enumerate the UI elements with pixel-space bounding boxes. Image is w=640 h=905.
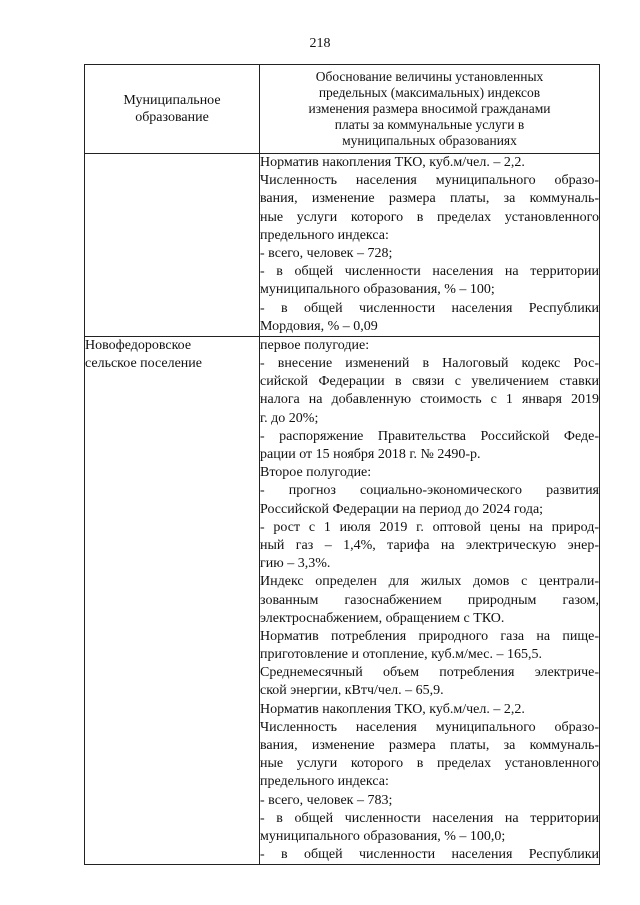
justification-cell xyxy=(260,336,600,864)
text-line: Норматив накопления ТКО, куб.м/чел. – 2,2. xyxy=(260,155,525,170)
text-line: - в общей численности населения на территории xyxy=(260,810,599,826)
header-municipality-line: Муниципальное xyxy=(123,93,221,108)
header-justification xyxy=(260,65,600,154)
header-municipality xyxy=(85,65,260,154)
text-line: Российской Федерации на период до 2024 года; xyxy=(260,501,544,517)
municipality-cell xyxy=(85,154,260,337)
text-line: Численность населения муниципального образо- xyxy=(260,173,599,189)
text-line: первое полугодие: xyxy=(260,337,370,353)
text-line: муниципального образования, % – 100; xyxy=(260,282,495,298)
text-line: муниципального образования, % – 100,0; xyxy=(260,828,506,844)
text-line: Индекс определен для жилых домов с централи- xyxy=(260,574,599,590)
text-line: - рост с 1 июля 2019 г. оптовой цены на природ- xyxy=(260,519,599,535)
text-line: - прогноз социально-экономического развития xyxy=(260,483,599,499)
text-line: вания, изменение размера платы, за коммуналь- xyxy=(260,191,599,207)
header-justification-line: Обоснование величины установленных xyxy=(315,69,544,84)
text-line: Мордовия, % – 0,09 xyxy=(260,318,378,334)
text-line: ный газ – 1,4%, тарифа на электрическую энер- xyxy=(260,537,599,553)
header-justification-line: муниципальных образованиях xyxy=(342,133,517,148)
header-justification-line: предельных (максимальных) индексов xyxy=(318,85,541,100)
text-line: Среднемесячный объем потребления электриче- xyxy=(260,665,599,681)
text-line: ные услуги которого в пределах установленного xyxy=(260,209,599,225)
text-line: - в общей численности населения Республики xyxy=(260,300,599,316)
municipal-index-table xyxy=(84,64,600,865)
table-header-row xyxy=(85,65,600,154)
text-line: Второе полугодие: xyxy=(260,465,372,481)
header-justification-line: платы за коммунальные услуги в xyxy=(334,117,525,132)
text-line: зованным газоснабжением природным газом, xyxy=(260,592,599,608)
text-line: - внесение изменений в Налоговый кодекс Рос- xyxy=(260,356,599,372)
header-justification-line: изменения размера вносимой гражданами xyxy=(308,101,551,116)
text-line: Норматив потребления природного газа на пище- xyxy=(260,628,599,644)
text-line: рации от 15 ноября 2018 г. № 2490-р. xyxy=(260,447,481,462)
text-line: предельного индекса: xyxy=(260,774,389,790)
text-line: вания, изменение размера платы, за коммуналь- xyxy=(260,738,599,753)
table-row xyxy=(85,154,600,337)
text-line: - в общей численности населения на территории xyxy=(260,264,599,280)
text-line: налога на добавленную стоимость с 1 января 2019 xyxy=(260,392,599,408)
text-line: приготовление и отопление, куб.м/мес. – 165,5. xyxy=(260,647,543,663)
text-line: гию – 3,3%. xyxy=(260,556,331,572)
municipality-cell xyxy=(85,336,260,864)
text-line: Норматив накопления ТКО, куб.м/чел. – 2,2. xyxy=(260,701,525,717)
municipality-name-line: Новофедоровское xyxy=(85,337,192,353)
header-municipality-line: образование xyxy=(135,110,209,125)
text-line: - всего, человек – 783; xyxy=(260,792,393,808)
text-line: сийской Федерации в связи с увеличением ставки xyxy=(260,374,599,390)
text-line: предельного индекса: xyxy=(260,227,389,243)
text-line: - в общей численности населения Республики xyxy=(260,847,599,863)
text-line: г. до 20%; xyxy=(260,410,319,426)
text-line: Численность населения муниципального образо- xyxy=(260,719,599,735)
justification-cell xyxy=(260,154,600,337)
municipality-name-line: сельское поселение xyxy=(85,355,202,371)
text-line: электроснабжением, обращением с ТКО. xyxy=(260,610,505,626)
page-number: 218 xyxy=(309,36,331,51)
text-line: - всего, человек – 728; xyxy=(260,245,393,261)
text-line: - распоряжение Правительства Российской Феде- xyxy=(260,428,599,444)
text-line: ные услуги которого в пределах установленного xyxy=(260,756,599,772)
table-row xyxy=(85,336,600,864)
text-line: ской энергии, кВтч/чел. – 65,9. xyxy=(260,683,444,699)
